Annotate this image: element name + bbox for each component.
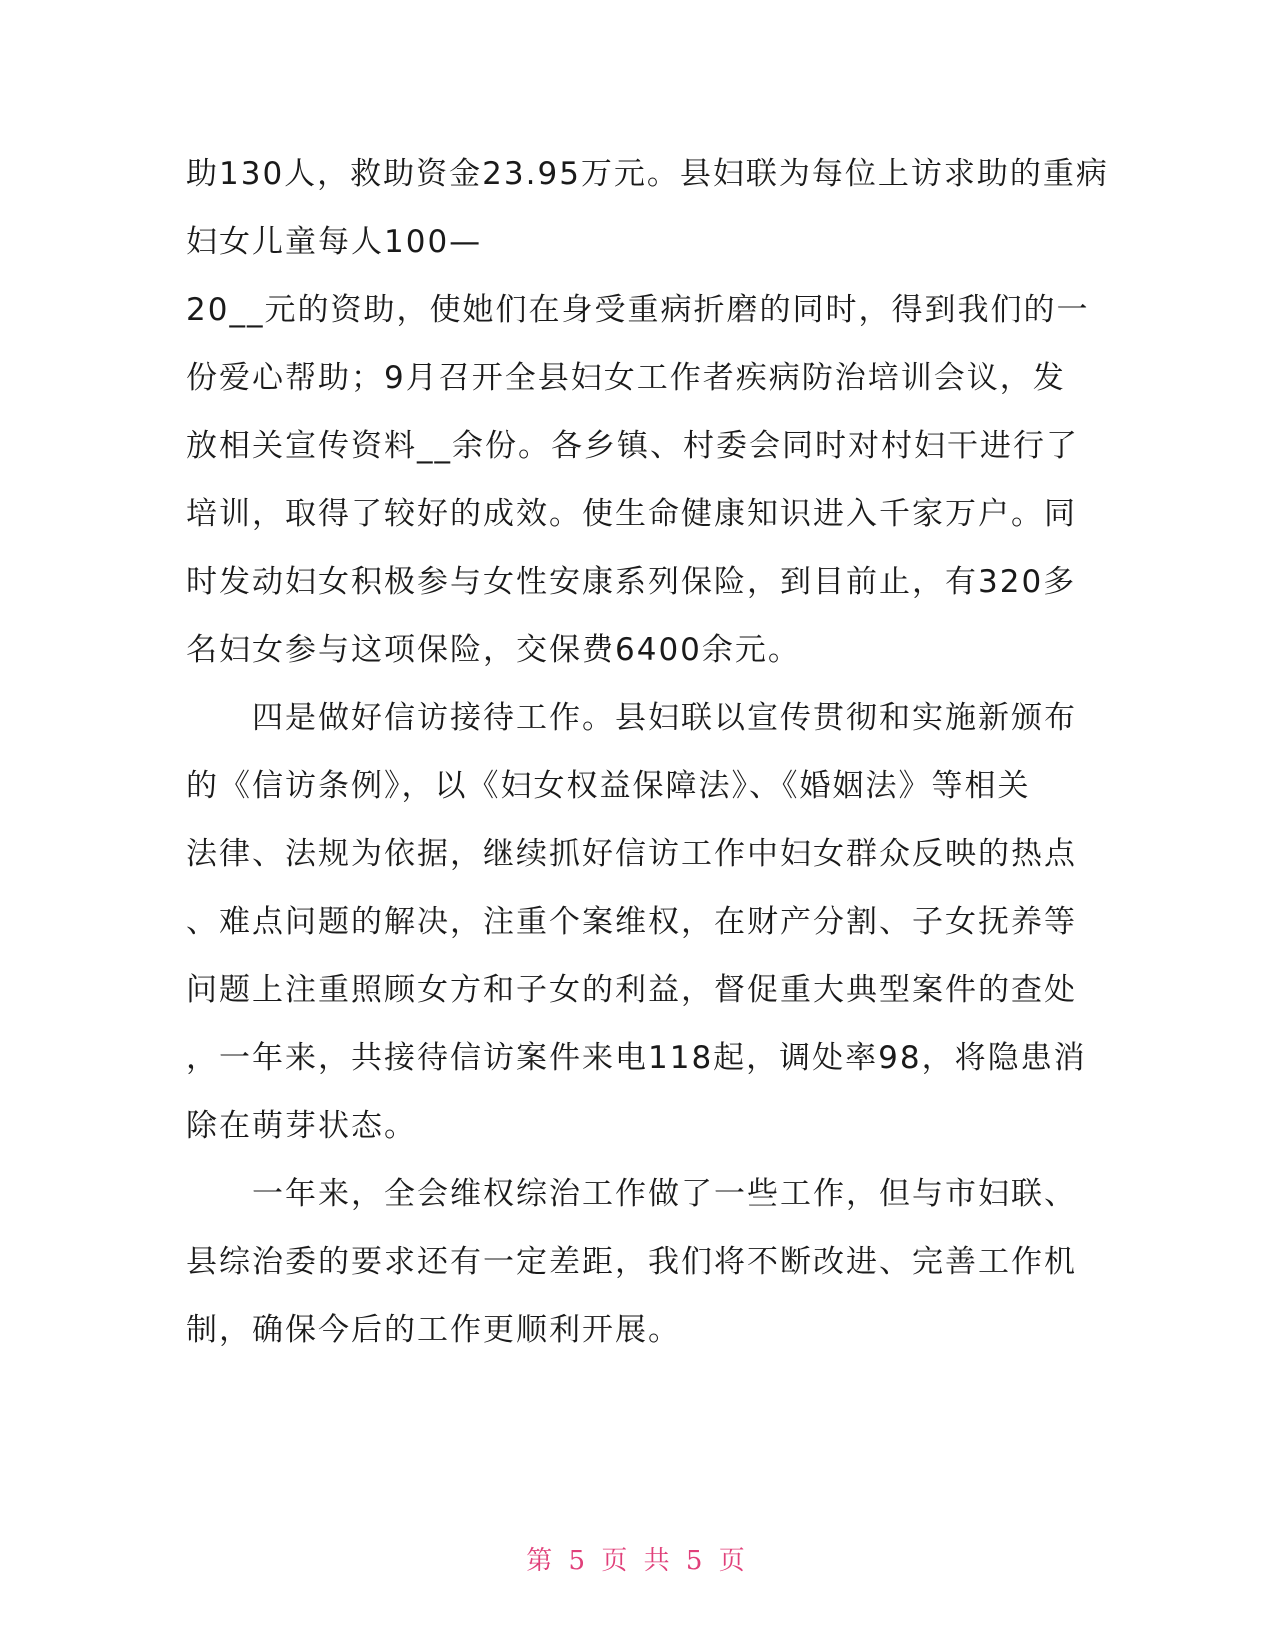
document-body [186,140,1109,1364]
text-line: 名妇女参与这项保险，交保费6400余元。 [186,632,801,668]
text-line: 四是做好信访接待工作。县妇联以宣传贯彻和实施新颁布 [186,700,1077,736]
text-line: 培训，取得了较好的成效。使生命健康知识进入千家万户。同 [186,496,1077,532]
text-line: 一年来，全会维权综治工作做了一些工作，但与市妇联、 [186,1176,1077,1212]
text-line: 时发动妇女积极参与女性安康系列保险，到目前止，有320多 [186,564,1077,600]
text-line: 放相关宣传资料__余份。各乡镇、村委会同时对村妇干进行了 [186,428,1079,464]
text-line: 的《信访条例》，以《妇女权益保障法》、《婚姻法》等相关 [186,768,1031,804]
page-number-footer: 第 5 页 共 5 页 [526,1546,749,1576]
text-line: 、难点问题的解决，注重个案维权，在财产分割、子女抚养等 [186,904,1077,940]
text-line: 助130人，救助资金23.95万元。县妇联为每位上访求助的重病 [186,156,1109,192]
text-line: 除在萌芽状态。 [186,1108,417,1144]
text-line: 问题上注重照顾女方和子女的利益，督促重大典型案件的查处 [186,972,1077,1008]
text-line: 制，确保今后的工作更顺利开展。 [186,1312,681,1348]
text-line: 份爱心帮助；9月召开全县妇女工作者疾病防治培训会议，发 [186,360,1066,396]
text-line: 妇女儿童每人100— [186,224,483,260]
text-line: 20__元的资助，使她们在身受重病折磨的同时，得到我们的一 [186,292,1090,328]
text-line: 法律、法规为依据，继续抓好信访工作中妇女群众反映的热点 [186,836,1077,872]
text-line: ，一年来，共接待信访案件来电118起，调处率98，将隐患消 [186,1040,1087,1076]
text-line: 县综治委的要求还有一定差距，我们将不断改进、完善工作机 [186,1244,1077,1280]
